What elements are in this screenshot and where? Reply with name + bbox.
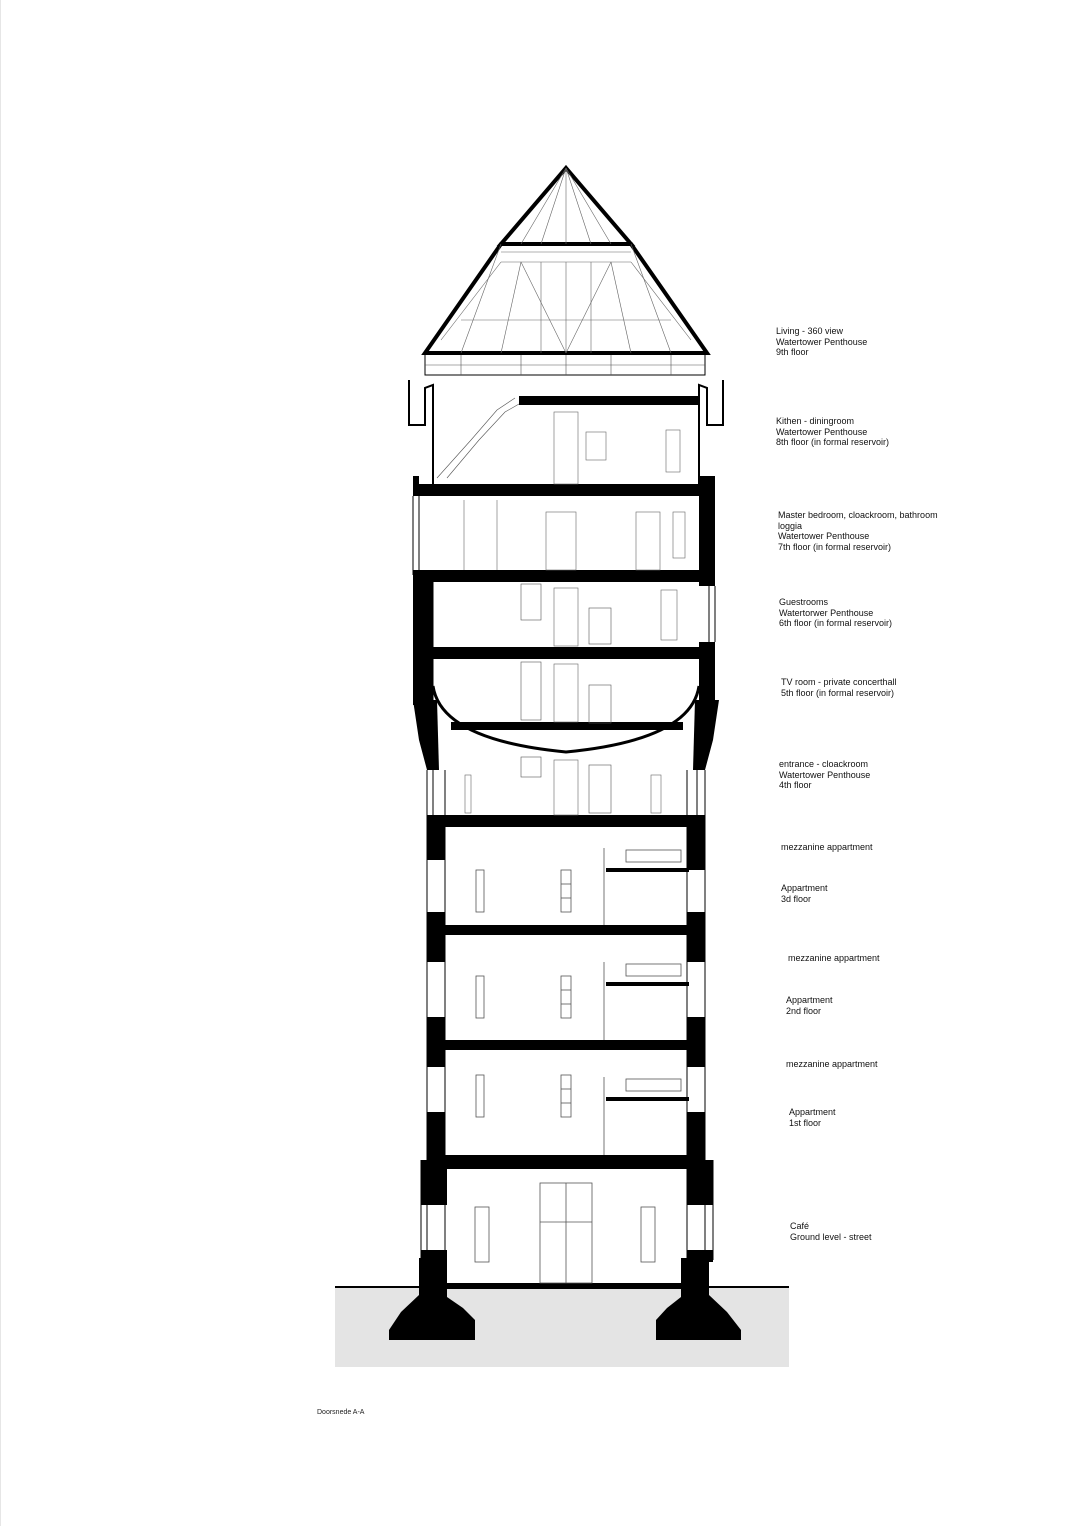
section-drawing xyxy=(1,0,1080,1526)
roof-glazing xyxy=(441,168,691,353)
penthouse-walls xyxy=(409,380,723,484)
corbel-left xyxy=(413,700,439,770)
label-9th-floor: Living - 360 view Watertower Penthouse 9th floor xyxy=(776,326,868,357)
label-mezzanine-2: mezzanine appartment xyxy=(788,953,880,963)
mezzanines xyxy=(606,868,689,1101)
bowl-floor-slab xyxy=(451,722,683,730)
label-1st-floor: Appartment 1st floor xyxy=(789,1107,836,1128)
upper-walls xyxy=(413,476,715,705)
reservoir-bowl xyxy=(433,686,699,752)
mezzanine-details xyxy=(604,848,681,1155)
interior-fixtures xyxy=(464,412,685,815)
lower-wall-right xyxy=(687,815,713,1262)
label-5th-floor: TV room - private concerthall 5th floor (in formal reservoir) xyxy=(781,677,897,698)
wall-outlines xyxy=(421,770,713,1260)
label-8th-floor: Kithen - diningroom Watertower Penthouse 8th floor (in formal reservoir) xyxy=(776,416,890,447)
label-4th-floor: entrance - cloackroom Watertower Penthouse 4th floor xyxy=(779,759,871,790)
drawing-caption: Doorsnede A-A xyxy=(317,1409,365,1416)
cornice-band xyxy=(425,353,705,375)
label-2nd-floor: Appartment 2nd floor xyxy=(786,995,833,1016)
label-7th-floor: Master bedroom, cloackroom, bathroom loggia Watertower Penthouse 7th floor (in formal reservoir) xyxy=(778,510,938,552)
cornice-lines xyxy=(425,353,705,375)
lower-wall-left xyxy=(421,815,447,1262)
label-mezzanine-3: mezzanine appartment xyxy=(781,842,873,852)
label-3rd-floor: Appartment 3d floor xyxy=(781,883,828,904)
label-6th-floor: Guestrooms Watertorwer Penthouse 6th floor (in formal reservoir) xyxy=(779,597,893,628)
label-mezzanine-1: mezzanine appartment xyxy=(786,1059,878,1069)
floor-slabs-upper xyxy=(413,396,699,659)
corbel-right xyxy=(693,700,719,770)
label-ground-floor: Café Ground level - street xyxy=(790,1221,872,1242)
